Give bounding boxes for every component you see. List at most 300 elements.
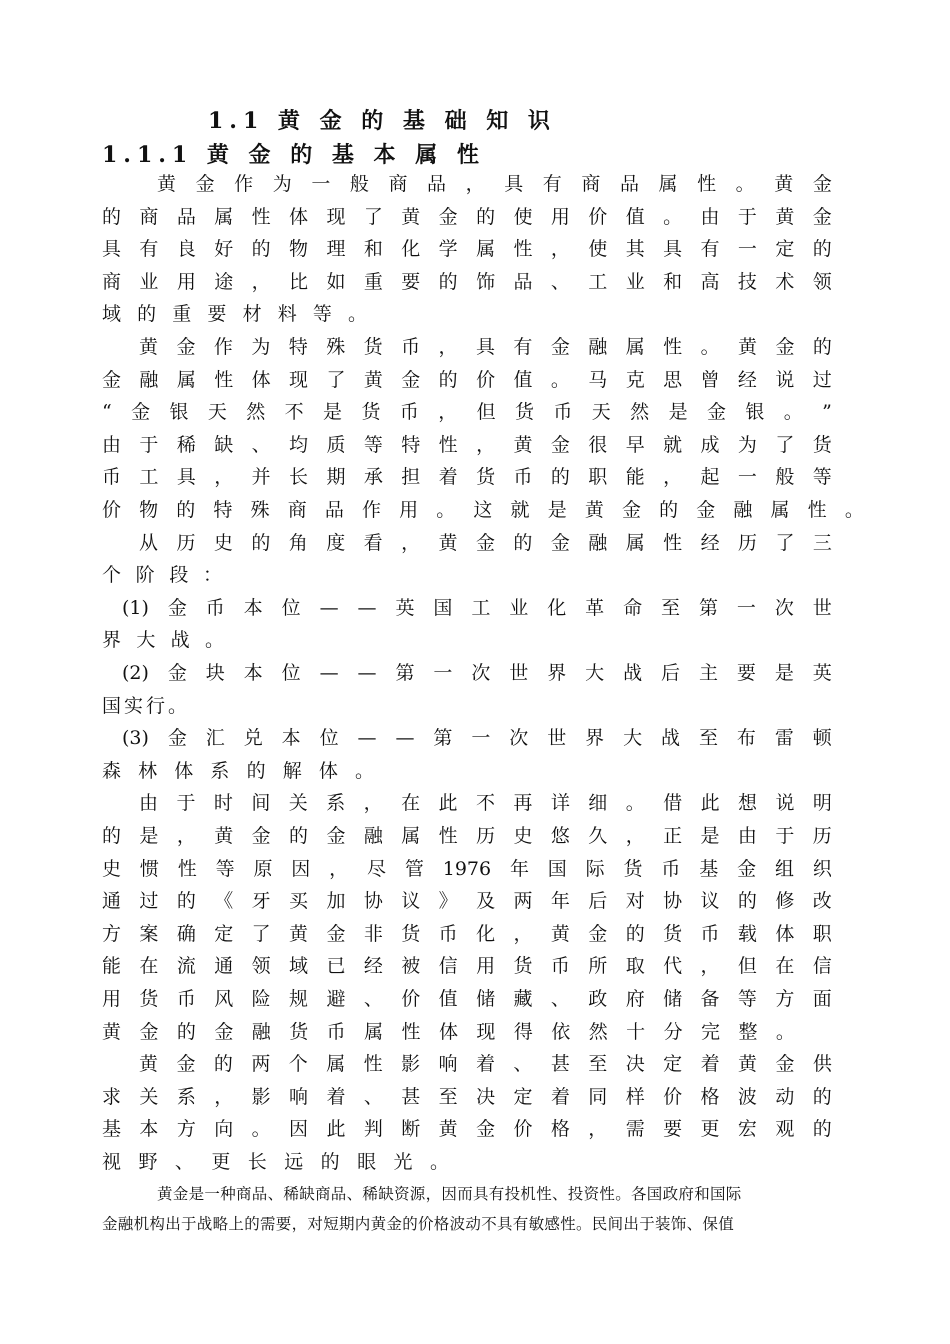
- text-glyph: 样: [625, 1085, 645, 1108]
- text-glyph: 响: [438, 1053, 458, 1076]
- text-glyph: 质: [326, 433, 346, 456]
- text-glyph: 货: [812, 433, 832, 456]
- text-glyph: 的: [737, 890, 757, 913]
- text-glyph: 一: [736, 596, 756, 619]
- text-glyph: 融: [588, 336, 608, 358]
- text-glyph: ，: [438, 336, 458, 358]
- text-glyph: 经: [363, 955, 383, 978]
- text-glyph: 物: [289, 238, 309, 261]
- text-glyph: 一: [433, 662, 453, 684]
- text-glyph: 金: [476, 1118, 496, 1141]
- text-glyph: 在: [401, 792, 421, 815]
- text-glyph: 同: [588, 1085, 608, 1108]
- text-glyph: 的: [812, 336, 832, 358]
- text-glyph: 和: [363, 238, 383, 261]
- text-glyph: 有: [700, 238, 720, 261]
- text-glyph: 在: [139, 955, 159, 978]
- text-line: [102, 364, 832, 396]
- text-glyph: —: [319, 596, 339, 619]
- text-glyph: ”: [822, 401, 832, 424]
- text-glyph: 森: [102, 759, 122, 782]
- text-glyph: 块: [205, 662, 225, 684]
- text-glyph: 的: [550, 466, 570, 489]
- text-glyph: 的: [659, 499, 679, 521]
- text-glyph: 价: [513, 1118, 533, 1141]
- text-glyph: 币: [438, 922, 458, 945]
- text-glyph: 业: [509, 596, 529, 619]
- text-glyph: 黄: [139, 336, 159, 358]
- text-glyph: 段: [169, 564, 189, 587]
- text-line: 金融机构出于战略上的需要，对短期内黄金的价格波动不具有敏感性。民间出于装饰、保值: [102, 1215, 735, 1233]
- text-glyph: 货: [663, 922, 683, 945]
- text-glyph: 至: [438, 1085, 458, 1108]
- text-glyph: 求: [102, 1085, 122, 1108]
- text-line: [102, 690, 187, 722]
- text-glyph: 宏: [737, 1118, 757, 1141]
- text-glyph: 是: [668, 401, 688, 424]
- text-glyph: 工: [139, 466, 159, 489]
- text-glyph: 再: [513, 792, 533, 815]
- text-glyph: 英: [812, 662, 832, 684]
- text-glyph: 。: [663, 205, 683, 228]
- text-glyph: 于: [139, 433, 159, 456]
- text-glyph: 殊: [326, 336, 346, 358]
- text-glyph: 品: [176, 205, 196, 228]
- text-line: [102, 559, 222, 591]
- text-glyph: 是: [774, 662, 794, 684]
- text-glyph: 币: [102, 466, 122, 489]
- text-glyph: 的: [251, 238, 271, 261]
- text-glyph: 度: [326, 531, 346, 554]
- text-glyph: 长: [247, 1151, 267, 1173]
- text-glyph: 界: [585, 727, 605, 750]
- text-glyph: 更: [700, 1118, 720, 1141]
- text-line: [122, 592, 832, 624]
- text-glyph: 因: [291, 857, 311, 880]
- text-line: [139, 787, 832, 819]
- text-glyph: 殊: [250, 499, 270, 521]
- text-glyph: 币: [205, 596, 225, 619]
- text-glyph: 金: [812, 173, 832, 195]
- text-glyph: 域: [289, 955, 309, 978]
- text-glyph: (2): [122, 662, 149, 684]
- text-glyph: 关: [288, 792, 308, 815]
- text-line: [102, 853, 832, 885]
- text-glyph: 商: [139, 205, 159, 228]
- text-glyph: 本: [281, 727, 301, 750]
- text-glyph: 。: [204, 629, 224, 652]
- text-glyph: 具: [504, 173, 524, 195]
- text-glyph: 历: [176, 531, 196, 554]
- text-glyph: 甚: [401, 1085, 421, 1108]
- text-glyph: 属: [476, 238, 496, 261]
- text-glyph: 向: [214, 1118, 234, 1141]
- text-glyph: 性: [663, 336, 683, 358]
- text-glyph: 影: [401, 1053, 421, 1076]
- text-glyph: 储: [663, 988, 683, 1010]
- text-glyph: 定: [663, 1053, 683, 1076]
- text-glyph: 现: [476, 1020, 496, 1043]
- text-glyph: 的: [246, 759, 266, 782]
- text-glyph: 、: [363, 1085, 383, 1108]
- text-glyph: 光: [393, 1151, 413, 1173]
- text-glyph: —: [357, 596, 377, 619]
- text-glyph: 通: [102, 890, 122, 913]
- text-glyph: 货: [139, 988, 159, 1010]
- text-glyph: 均: [289, 433, 309, 456]
- text-glyph: 供: [812, 1053, 832, 1076]
- text-glyph: 国: [102, 694, 122, 717]
- text-glyph: 1976: [442, 857, 492, 880]
- text-glyph: 商: [102, 270, 122, 293]
- text-glyph: 角: [288, 531, 308, 554]
- text-line: [157, 168, 832, 200]
- text-glyph: 职: [588, 466, 608, 489]
- text-glyph: 着: [700, 1053, 720, 1076]
- text-glyph: 是: [700, 825, 720, 847]
- text-glyph: 要: [663, 1118, 683, 1141]
- text-line: [102, 298, 367, 330]
- text-glyph: 黄: [102, 1020, 122, 1043]
- text-glyph: 期: [326, 466, 346, 489]
- text-glyph: 一: [311, 173, 331, 195]
- text-glyph: 兑: [243, 727, 263, 750]
- text-glyph: 要: [207, 303, 227, 326]
- text-glyph: 眼: [357, 1151, 377, 1173]
- text-glyph: 本: [243, 596, 263, 619]
- text-glyph: 金: [775, 1053, 795, 1076]
- text-glyph: 黄: [401, 205, 421, 228]
- text-glyph: 管: [404, 857, 424, 880]
- text-glyph: 品: [619, 173, 639, 195]
- text-glyph: 货: [515, 401, 535, 424]
- text-glyph: 一: [737, 466, 757, 489]
- text-glyph: 银: [169, 401, 189, 424]
- text-glyph: 性: [438, 433, 458, 456]
- text-glyph: 备: [700, 988, 720, 1010]
- text-glyph: 高: [700, 270, 720, 293]
- text-glyph: 历: [812, 825, 832, 847]
- text-glyph: 的: [438, 270, 458, 293]
- text-glyph: 等: [312, 303, 332, 326]
- text-glyph: 的: [438, 368, 458, 391]
- text-glyph: 这: [473, 499, 493, 521]
- text-glyph: 系: [326, 792, 346, 815]
- text-glyph: 起: [700, 466, 720, 489]
- text-glyph: 的: [289, 825, 309, 847]
- text-glyph: 议: [700, 890, 720, 913]
- text-glyph: 改: [812, 890, 832, 913]
- text-glyph: 金: [737, 857, 757, 880]
- text-glyph: 的: [176, 890, 196, 913]
- text-glyph: 值: [513, 368, 533, 391]
- text-glyph: 不: [475, 792, 495, 815]
- text-glyph: ，: [625, 825, 645, 847]
- text-glyph: 金: [214, 1020, 234, 1043]
- text-glyph: 位: [281, 596, 301, 619]
- text-glyph: 域: [102, 303, 122, 326]
- text-glyph: 波: [737, 1085, 757, 1108]
- text-glyph: 久: [588, 825, 608, 847]
- text-glyph: 国: [433, 596, 453, 619]
- text-glyph: 技: [737, 270, 757, 293]
- text-glyph: 用: [176, 270, 196, 293]
- text-glyph: 黄: [438, 531, 458, 554]
- text-glyph: 性: [177, 857, 197, 880]
- text-glyph: 、: [363, 988, 383, 1010]
- text-glyph: 依: [551, 1020, 571, 1043]
- text-glyph: 有: [542, 173, 562, 195]
- text-glyph: 金: [550, 531, 570, 554]
- text-glyph: 本: [243, 662, 263, 684]
- text-glyph: 般: [349, 173, 369, 195]
- text-glyph: 案: [139, 922, 159, 945]
- text-glyph: 。: [783, 401, 803, 424]
- text-glyph: 具: [102, 238, 122, 261]
- text-glyph: 决: [625, 1053, 645, 1076]
- text-glyph: 工: [471, 596, 491, 619]
- text-glyph: 战: [623, 662, 643, 684]
- text-glyph: 在: [775, 955, 795, 978]
- text-glyph: 定: [775, 238, 795, 261]
- text-glyph: 的: [251, 531, 271, 554]
- text-glyph: 个: [102, 564, 122, 587]
- section-heading: 1.1 黄 金 的 基 础 知 识: [208, 108, 556, 134]
- text-glyph: 《: [214, 890, 234, 913]
- text-glyph: 的: [176, 1020, 196, 1043]
- text-glyph: (3): [122, 727, 149, 750]
- text-glyph: 为: [251, 336, 271, 358]
- text-glyph: 然: [588, 1020, 608, 1043]
- text-glyph: 整: [738, 1020, 758, 1043]
- text-glyph: ，: [476, 433, 496, 456]
- text-glyph: 其: [625, 238, 645, 261]
- text-glyph: 思: [663, 368, 683, 391]
- text-glyph: 国: [547, 857, 567, 880]
- text-glyph: 币: [553, 401, 573, 424]
- text-glyph: 金: [775, 336, 795, 358]
- text-glyph: 由: [102, 433, 122, 456]
- text-glyph: 历: [476, 825, 496, 847]
- text-glyph: 般: [775, 466, 795, 489]
- text-glyph: 险: [251, 988, 271, 1010]
- text-glyph: 特: [288, 336, 308, 358]
- text-glyph: 非: [363, 922, 383, 945]
- text-glyph: 时: [213, 792, 233, 815]
- text-glyph: 黄: [139, 1053, 159, 1076]
- text-glyph: 金: [326, 825, 346, 847]
- text-glyph: 主: [698, 662, 718, 684]
- text-glyph: 着: [326, 1085, 346, 1108]
- text-glyph: 金: [621, 499, 641, 521]
- text-glyph: 黄: [363, 368, 383, 391]
- text-glyph: 现: [289, 368, 309, 391]
- text-glyph: 货: [361, 401, 381, 424]
- text-glyph: 黄: [738, 336, 758, 358]
- text-glyph: 体: [775, 922, 795, 945]
- text-glyph: 际: [585, 857, 605, 880]
- text-glyph: 了: [363, 205, 383, 228]
- text-glyph: 属: [625, 336, 645, 358]
- text-glyph: 本: [139, 1118, 159, 1141]
- text-glyph: 工: [588, 270, 608, 293]
- text-glyph: 通: [214, 955, 234, 978]
- text-glyph: 金: [706, 401, 726, 424]
- text-glyph: 。: [167, 694, 187, 717]
- text-glyph: 史: [102, 857, 122, 880]
- text-line: [122, 657, 832, 689]
- text-glyph: 判: [363, 1118, 383, 1141]
- text-glyph: 世: [509, 662, 529, 684]
- text-glyph: 取: [625, 955, 645, 978]
- text-glyph: 然: [630, 401, 650, 424]
- text-glyph: 就: [510, 499, 530, 521]
- text-glyph: 响: [289, 1085, 309, 1108]
- text-glyph: 行: [145, 694, 165, 717]
- text-glyph: 币: [326, 1020, 346, 1043]
- text-glyph: 一: [471, 727, 491, 750]
- text-glyph: 于: [176, 792, 196, 815]
- text-glyph: 府: [625, 988, 645, 1010]
- text-glyph: 理: [326, 238, 346, 261]
- text-glyph: 悠: [550, 825, 570, 847]
- text-glyph: 已: [326, 955, 346, 978]
- text-glyph: 藏: [513, 988, 533, 1010]
- text-glyph: 金: [438, 205, 458, 228]
- text-glyph: 借: [663, 792, 683, 815]
- text-glyph: 位: [319, 727, 339, 750]
- text-glyph: 协: [363, 890, 383, 913]
- text-glyph: 由: [700, 205, 720, 228]
- text-glyph: 融: [588, 531, 608, 554]
- text-glyph: 属: [401, 825, 421, 847]
- text-glyph: 此: [326, 1118, 346, 1141]
- text-glyph: 次: [774, 596, 794, 619]
- text-glyph: 商: [388, 173, 408, 195]
- text-glyph: 规: [289, 988, 309, 1010]
- text-line: [102, 885, 832, 917]
- text-glyph: 币: [399, 401, 419, 424]
- text-glyph: —: [357, 727, 377, 750]
- text-glyph: (1): [122, 596, 149, 619]
- text-glyph: 过: [812, 368, 832, 391]
- text-glyph: 和: [663, 270, 683, 293]
- text-glyph: 命: [623, 596, 643, 619]
- text-glyph: 黄: [738, 1053, 758, 1076]
- text-glyph: 然: [246, 401, 266, 424]
- text-glyph: 年: [550, 890, 570, 913]
- text-glyph: 币: [513, 466, 533, 489]
- text-glyph: 原: [253, 857, 273, 880]
- text-glyph: 如: [326, 270, 346, 293]
- text-glyph: 定: [214, 922, 234, 945]
- text-glyph: —: [357, 662, 377, 684]
- text-glyph: 。: [735, 173, 755, 195]
- text-glyph: 化: [547, 596, 567, 619]
- text-glyph: 观: [775, 1118, 795, 1141]
- text-glyph: 、: [174, 1151, 194, 1173]
- text-glyph: ，: [700, 955, 720, 978]
- text-glyph: 经: [737, 368, 757, 391]
- text-glyph: 能: [102, 955, 122, 978]
- text-glyph: 品: [513, 270, 533, 293]
- text-glyph: 金: [195, 173, 215, 195]
- text-line: [102, 983, 832, 1015]
- text-glyph: 学: [438, 238, 458, 261]
- text-glyph: 了: [251, 922, 271, 945]
- text-glyph: 决: [476, 1085, 496, 1108]
- text-glyph: 至: [698, 727, 718, 750]
- text-glyph: 银: [745, 401, 765, 424]
- text-glyph: 途: [214, 270, 234, 293]
- text-glyph: 黄: [513, 433, 533, 456]
- text-glyph: 金: [251, 825, 271, 847]
- text-glyph: 金: [812, 205, 832, 228]
- text-glyph: 良: [176, 238, 196, 261]
- text-glyph: 商: [287, 499, 307, 521]
- text-glyph: 。: [347, 303, 367, 326]
- text-glyph: 格: [550, 1118, 570, 1141]
- text-glyph: 。: [775, 1020, 795, 1043]
- text-glyph: 格: [700, 1085, 720, 1108]
- text-glyph: 饰: [476, 270, 496, 293]
- text-glyph: 性: [438, 825, 458, 847]
- text-glyph: 买: [289, 890, 309, 913]
- text-line: 黄金是一种商品、稀缺商品、稀缺资源，因而具有投机性、投资性。各国政府和国际: [157, 1185, 742, 1203]
- text-glyph: 面: [812, 988, 832, 1010]
- text-glyph: 业: [625, 270, 645, 293]
- text-glyph: 长: [289, 466, 309, 489]
- text-glyph: 的: [812, 1085, 832, 1108]
- text-glyph: 由: [139, 792, 159, 815]
- text-glyph: 属: [625, 531, 645, 554]
- text-glyph: 此: [700, 792, 720, 815]
- text-glyph: 要: [736, 662, 756, 684]
- text-glyph: 基: [102, 1118, 122, 1141]
- text-glyph: 史: [513, 825, 533, 847]
- text-glyph: 尽: [367, 857, 387, 880]
- text-glyph: 。: [625, 792, 645, 815]
- text-glyph: 得: [513, 1020, 533, 1043]
- text-glyph: 个: [288, 1053, 308, 1076]
- text-glyph: 确: [176, 922, 196, 945]
- text-glyph: 具: [176, 466, 196, 489]
- text-glyph: 等: [363, 433, 383, 456]
- text-glyph: 组: [774, 857, 794, 880]
- text-glyph: 属: [214, 205, 234, 228]
- text-glyph: 金: [139, 1020, 159, 1043]
- text-glyph: 体: [174, 759, 194, 782]
- text-line: [102, 429, 832, 461]
- text-glyph: 性: [807, 499, 827, 521]
- text-glyph: 货: [363, 336, 383, 358]
- text-glyph: 成: [700, 433, 720, 456]
- text-glyph: 体: [438, 1020, 458, 1043]
- text-glyph: 战: [170, 629, 190, 652]
- text-glyph: ，: [465, 173, 485, 195]
- text-glyph: 特: [401, 433, 421, 456]
- text-glyph: 金: [326, 922, 346, 945]
- text-glyph: 的: [812, 238, 832, 261]
- text-glyph: 性: [251, 205, 271, 228]
- text-glyph: 界: [547, 662, 567, 684]
- text-glyph: 织: [812, 857, 832, 880]
- text-glyph: 黄: [157, 173, 177, 195]
- text-glyph: 用: [476, 955, 496, 978]
- text-glyph: 的: [176, 499, 196, 521]
- text-glyph: ：: [202, 564, 222, 587]
- text-glyph: 、: [513, 1053, 533, 1076]
